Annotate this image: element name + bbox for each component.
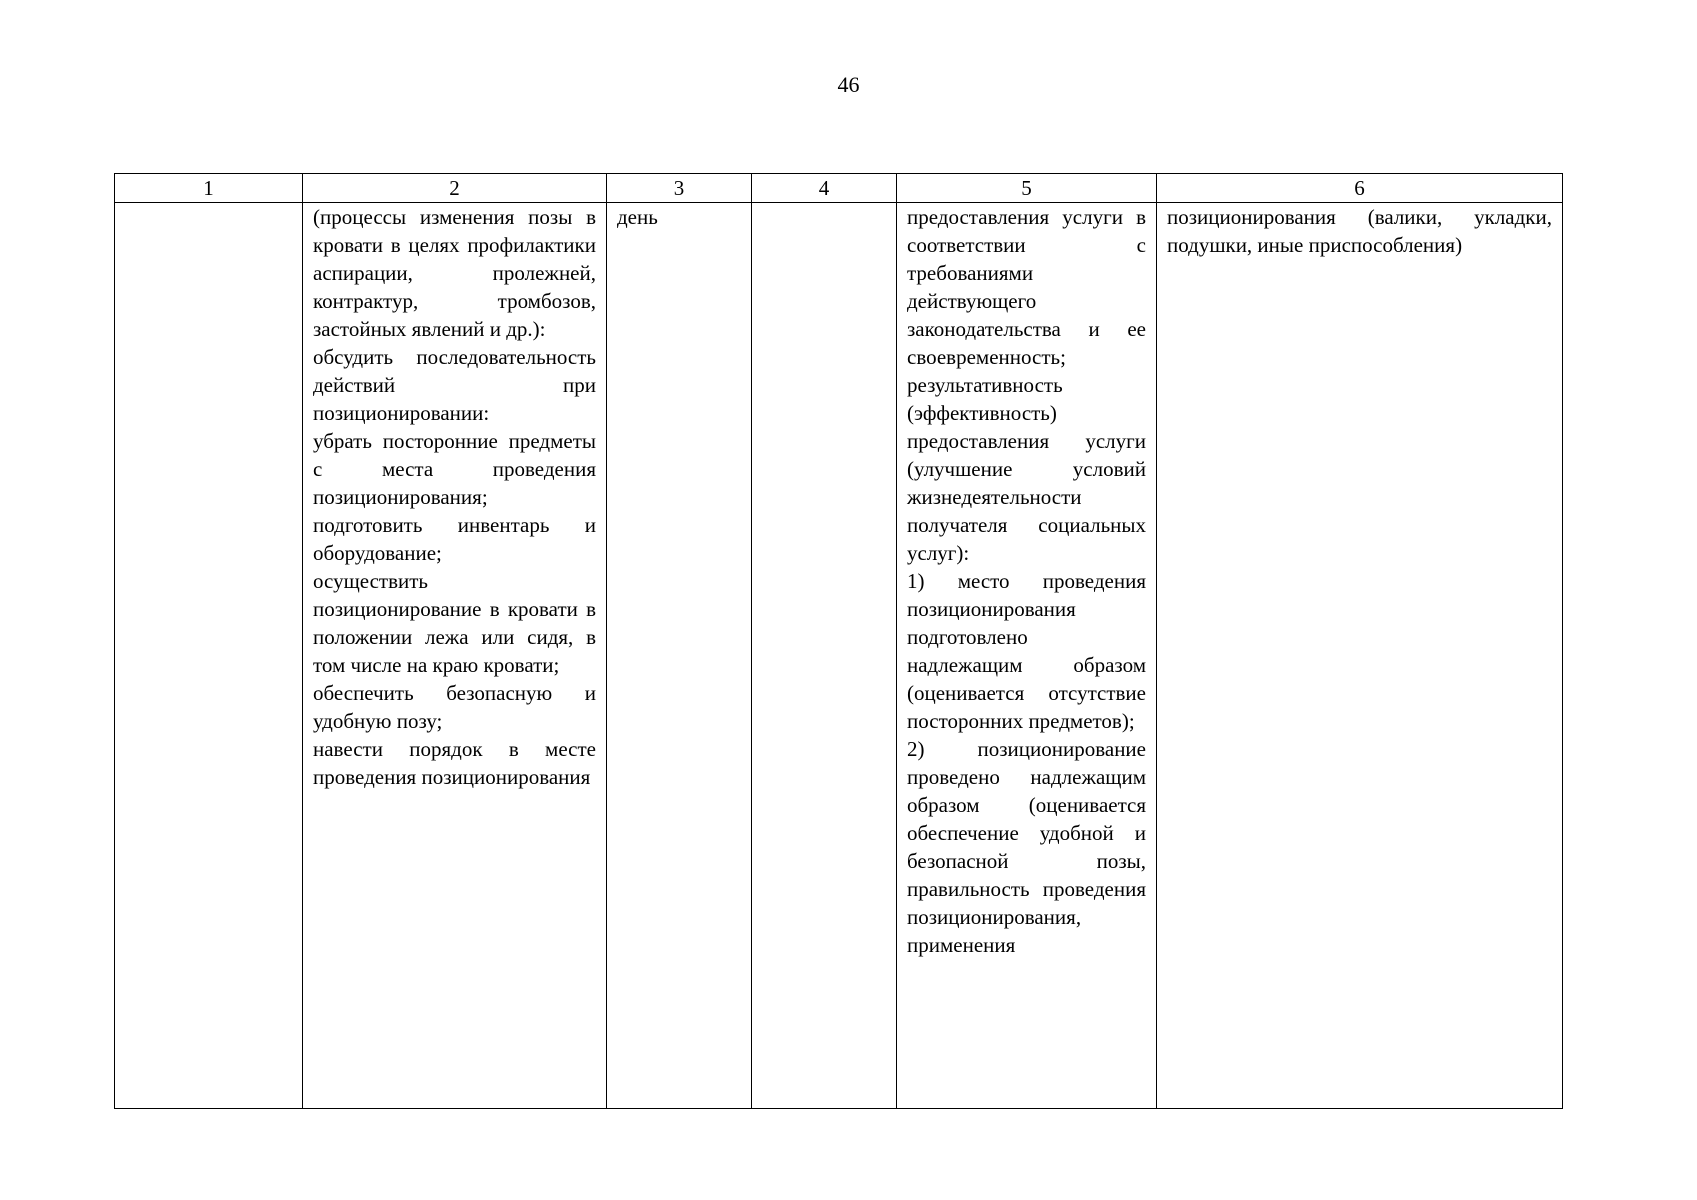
cell-col-3 xyxy=(607,203,752,1109)
cell-text-paragraph: подготовить инвентарь и оборудование; xyxy=(313,513,596,565)
cell-text-paragraph: результативность (эффективность) предоставления услуги (улучшение условий жизнедеятельности получателя социальных услуг): xyxy=(907,373,1146,565)
cell-text-paragraph: навести порядок в месте проведения позиционирования xyxy=(313,737,596,789)
cell-text-paragraph: убрать посторонние предметы с места проведения позиционирования; xyxy=(313,429,596,509)
cell-col-6-content xyxy=(1157,203,1562,259)
cell-text-paragraph: день xyxy=(617,205,658,229)
cell-col-2-content xyxy=(303,203,606,791)
cell-text-paragraph: (процессы изменения позы в кровати в целях профилактики аспирации, пролежней, контрактур, тромбозов, застойных явлений и др.): xyxy=(313,205,596,341)
cell-col-5 xyxy=(897,203,1157,1109)
cell-col-6 xyxy=(1157,203,1563,1109)
column-header-2: 2 xyxy=(303,174,607,203)
cell-text-paragraph: позиционирования (валики, укладки, подушки, иные приспособления) xyxy=(1167,205,1552,257)
services-table xyxy=(114,173,1563,1109)
column-header-4: 4 xyxy=(752,174,897,203)
cell-col-3-content xyxy=(607,203,751,231)
cell-text-paragraph: обеспечить безопасную и удобную позу; xyxy=(313,681,596,733)
cell-text-paragraph: обсудить последовательность действий при позиционировании: xyxy=(313,345,596,425)
cell-col-5-content xyxy=(897,203,1156,959)
cell-text-paragraph: 1) место проведения позиционирования подготовлено надлежащим образом (оценивается отсутствие посторонних предметов); xyxy=(907,569,1146,733)
cell-text-paragraph: осуществить позиционирование в кровати в положении лежа или сидя, в том числе на краю кровати; xyxy=(313,569,596,677)
cell-col-2 xyxy=(303,203,607,1109)
column-header-1: 1 xyxy=(115,174,303,203)
table-row xyxy=(115,203,1563,1109)
page-number: 46 xyxy=(837,72,860,97)
column-header-3: 3 xyxy=(607,174,752,203)
column-header-5: 5 xyxy=(897,174,1157,203)
table-header-row xyxy=(115,174,1563,203)
cell-text-paragraph: 2) позиционирование проведено надлежащим образом (оценивается обеспечение удобной и безопасной позы, правильность проведения позиционирования, применения xyxy=(907,737,1146,957)
cell-col-4 xyxy=(752,203,897,1109)
cell-col-1 xyxy=(115,203,303,1109)
cell-text-paragraph: предоставления услуги в соответствии с требованиями действующего законодательства и ее своевременность; xyxy=(907,205,1146,369)
column-header-6: 6 xyxy=(1157,174,1563,203)
